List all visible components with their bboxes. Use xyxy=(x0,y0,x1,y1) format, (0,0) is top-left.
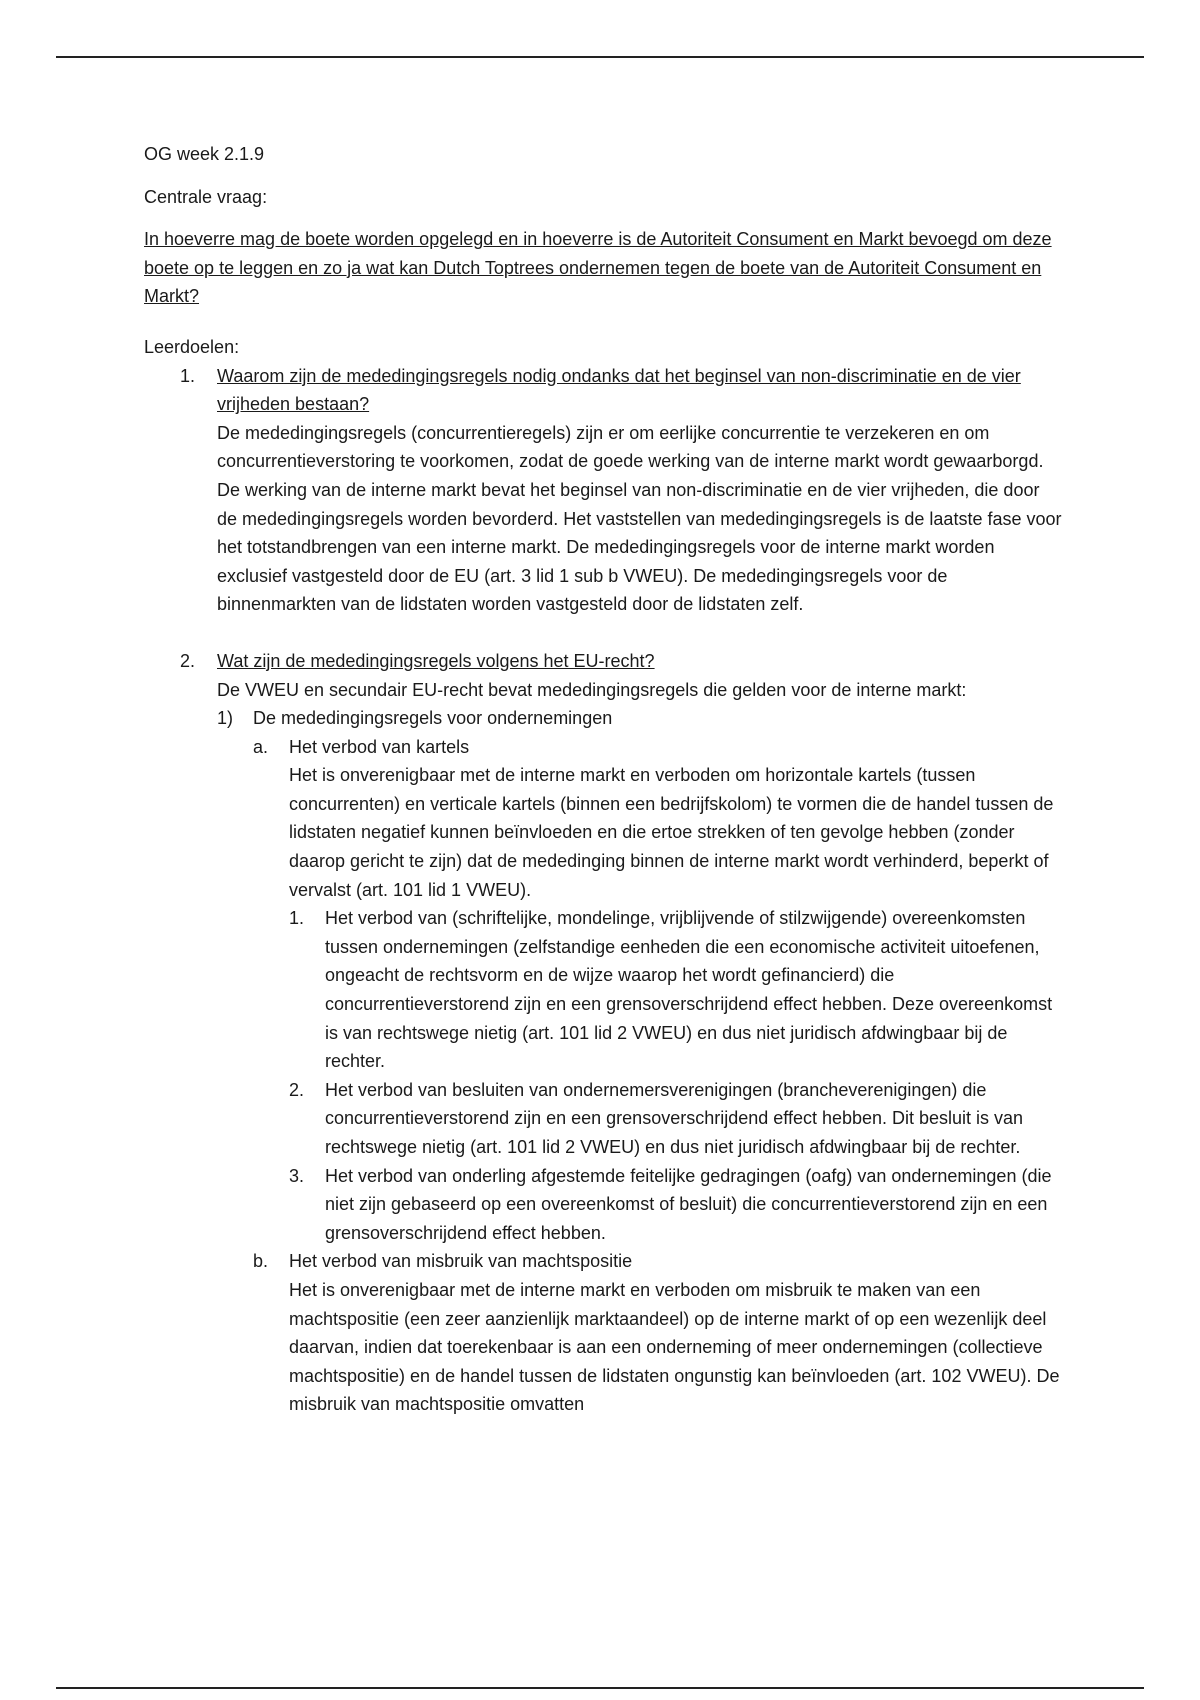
point-item xyxy=(289,904,1064,1076)
central-question-label: Centrale vraag: xyxy=(144,186,268,207)
goal-heading: Wat zijn de mededingingsregels volgens het EU-recht? xyxy=(217,650,655,671)
list-number: 2. xyxy=(180,650,196,671)
list-number: 1. xyxy=(180,365,196,386)
document-title: OG week 2.1.9 xyxy=(144,144,265,164)
goal-body: De mededingingsregels (concurrentieregels) zijn er om eerlijke concurrentie te verzekeren en om concurrentieverstoring te voorkomen, zodat de goede werking van de interne markt wordt gewaarborgd. De werking van de interne markt bevat het beginsel van non-discriminatie en de vier vrijheden, die door de mededingingsregels worden bevorderd. Het vaststellen van mededingingsregels is de laatste fase voor het totstandbrengen van een interne markt. De mededingingsregels voor de interne markt worden exclusief vastgesteld door de EU (art. 3 lid 1 sub b VWEU). De mededingingsregels voor de binnenmarkten van de lidstaten worden vastgesteld door de lidstaten zelf. xyxy=(217,422,1062,615)
point-item xyxy=(289,1076,1064,1162)
sub-item-body: Het is onverenigbaar met de interne markt en verboden om horizontale kartels (tussen concurrenten) en verticale kartels (binnen een bedrijfskolom) te vormen die de handel tussen de lidstaten negatief kunnen beïnvloeden en die ertoe strekken of ten gevolge hebben (zonder daarop gericht te zijn) dat de mededinging binnen de interne markt wordt verhinderd, beperkt of vervalst (art. 101 lid 1 VWEU). xyxy=(289,765,1054,900)
list-number: 1. xyxy=(289,908,305,929)
learning-goals-list xyxy=(144,362,1064,1419)
footer-rule xyxy=(56,1687,1144,1689)
point-text: Het verbod van (schriftelijke, mondelinge, vrijblijvende of stilzwijgende) overeenkomsten tussen ondernemingen (zelfstandige eenheden die een economische activiteit uitoefenen, ongeacht de rechtsvorm en de wijze waarop het wordt gefinancierd) die concurrentieverstorend zijn en een grensoverschrijdend effect hebben. Deze overeenkomst is van rechtswege nietig (art. 101 lid 2 VWEU) en dus niet juridisch afdwingbaar bij de rechter. xyxy=(325,908,1053,1072)
spacer xyxy=(144,619,1064,647)
list-number: 1) xyxy=(217,708,234,729)
header-rule xyxy=(56,56,1144,58)
sub-item-label: Het verbod van misbruik van machtspositie xyxy=(289,1251,633,1272)
point-text: Het verbod van besluiten van ondernemersverenigingen (brancheverenigingen) die concurrentieverstorend zijn en een grensoverschrijdend effect hebben. Dit besluit is van rechtswege nietig (art. 101 lid 2 VWEU) en dus niet juridisch afdwingbaar bij de rechter. xyxy=(325,1079,1024,1157)
sub-item-body: Het is onverenigbaar met de interne markt en verboden om misbruik te maken van een machtspositie (een zeer aanzienlijk marktaandeel) op de interne markt of op een wezenlijk deel daarvan, indien dat toerekenbaar is aan een onderneming of meer ondernemingen (collectieve machtspositie) en de handel tussen de lidstaten ongunstig kan beïnvloeden (art. 102 VWEU). De misbruik van machtspositie omvatten xyxy=(289,1279,1060,1415)
point-item xyxy=(289,1162,1064,1248)
sub-item-abuse xyxy=(253,1247,1064,1419)
list-number: 2. xyxy=(289,1079,305,1100)
sub-list-item xyxy=(217,704,1064,1419)
list-number: 3. xyxy=(289,1165,305,1186)
point-text: Het verbod van onderling afgestemde feitelijke gedragingen (oafg) van ondernemingen (die niet zijn gebaseerd op een overeenkomst of besluit) die concurrentieverstorend zijn en een grensoverschrijdend effect hebben. xyxy=(325,1165,1052,1243)
learning-goals-label: Leerdoelen: xyxy=(144,336,240,357)
list-letter: a. xyxy=(253,736,269,757)
central-question: In hoeverre mag de boete worden opgelegd en in hoeverre is de Autoriteit Consument en Markt bevoegd om deze boete op te leggen en zo ja wat kan Dutch Toptrees ondernemen tegen de boete van de Autoriteit Consument en Markt? xyxy=(144,229,1052,307)
sub-list-label: De mededingingsregels voor ondernemingen xyxy=(253,708,613,729)
goal-heading: Waarom zijn de mededingingsregels nodig ondanks dat het beginsel van non-discriminatie en de vier vrijheden bestaan? xyxy=(217,365,1021,415)
list-letter: b. xyxy=(253,1251,269,1272)
document-page xyxy=(144,140,1064,1419)
sub-item-cartels xyxy=(253,733,1064,1248)
learning-goal-1 xyxy=(144,362,1064,619)
learning-goal-2 xyxy=(144,647,1064,1419)
sub-item-label: Het verbod van kartels xyxy=(289,736,470,757)
goal-body: De VWEU en secundair EU-recht bevat mededingingsregels die gelden voor de interne markt: xyxy=(217,679,967,700)
